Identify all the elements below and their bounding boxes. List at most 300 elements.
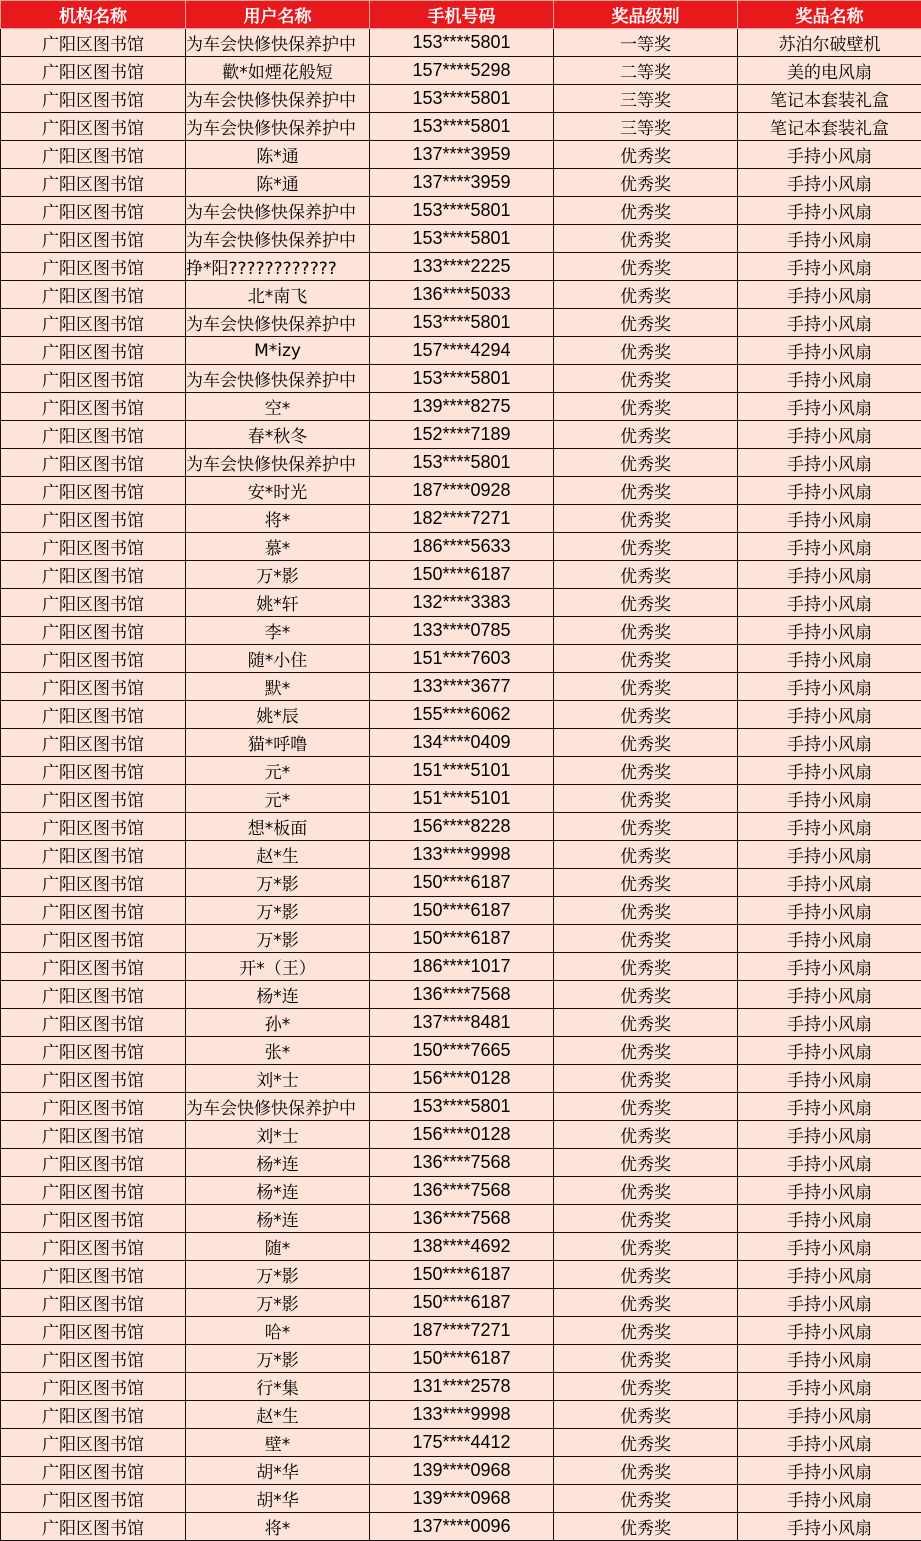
table-row	[1, 141, 921, 169]
prize-level-cell: 优秀奖	[554, 1205, 738, 1233]
user-cell: 刘*士	[186, 1121, 370, 1149]
prize-level-cell: 优秀奖	[554, 589, 738, 617]
phone-cell: 136****7568	[370, 1205, 554, 1233]
table-row	[1, 1261, 921, 1289]
table-row	[1, 85, 921, 113]
header-prize-level: 奖品级别	[554, 1, 738, 29]
prize-level-cell: 优秀奖	[554, 1261, 738, 1289]
phone-cell: 131****2578	[370, 1373, 554, 1401]
phone-cell: 153****5801	[370, 1093, 554, 1121]
phone-cell: 153****5801	[370, 365, 554, 393]
phone-cell: 136****7568	[370, 1177, 554, 1205]
prize-level-cell: 二等奖	[554, 57, 738, 85]
user-cell: 万*影	[186, 925, 370, 953]
prize-name-cell: 手持小风扇	[738, 169, 921, 197]
prize-name-cell: 手持小风扇	[738, 309, 921, 337]
table-row	[1, 1037, 921, 1065]
user-cell: M*izy	[186, 337, 370, 365]
prize-level-cell: 优秀奖	[554, 1345, 738, 1373]
prize-name-cell: 手持小风扇	[738, 505, 921, 533]
user-cell: 哈*	[186, 1317, 370, 1345]
phone-cell: 134****0409	[370, 729, 554, 757]
prize-level-cell: 优秀奖	[554, 421, 738, 449]
table-row	[1, 1401, 921, 1429]
prize-level-cell: 优秀奖	[554, 1009, 738, 1037]
prize-level-cell: 优秀奖	[554, 1429, 738, 1457]
prize-name-cell: 手持小风扇	[738, 1429, 921, 1457]
prize-level-cell: 优秀奖	[554, 533, 738, 561]
table-row	[1, 925, 921, 953]
user-cell: 为车会快修快保养护中	[186, 365, 370, 393]
org-cell: 广阳区图书馆	[1, 365, 186, 393]
user-cell: 张*	[186, 1037, 370, 1065]
table-row	[1, 813, 921, 841]
user-cell: 万*影	[186, 869, 370, 897]
user-cell: 安*时光	[186, 477, 370, 505]
phone-cell: 156****0128	[370, 1121, 554, 1149]
prize-name-cell: 手持小风扇	[738, 897, 921, 925]
org-cell: 广阳区图书馆	[1, 337, 186, 365]
table-row	[1, 505, 921, 533]
user-cell: 姚*辰	[186, 701, 370, 729]
org-cell: 广阳区图书馆	[1, 813, 186, 841]
user-cell: 北*南飞	[186, 281, 370, 309]
phone-cell: 153****5801	[370, 29, 554, 57]
header-org: 机构名称	[1, 1, 186, 29]
prize-name-cell: 手持小风扇	[738, 197, 921, 225]
prize-level-cell: 优秀奖	[554, 1457, 738, 1485]
prize-name-cell: 手持小风扇	[738, 1121, 921, 1149]
table-row	[1, 57, 921, 85]
org-cell: 广阳区图书馆	[1, 253, 186, 281]
table-row	[1, 1457, 921, 1485]
org-cell: 广阳区图书馆	[1, 57, 186, 85]
prize-level-cell: 优秀奖	[554, 1233, 738, 1261]
prize-name-cell: 手持小风扇	[738, 1093, 921, 1121]
phone-cell: 151****7603	[370, 645, 554, 673]
phone-cell: 156****8228	[370, 813, 554, 841]
org-cell: 广阳区图书馆	[1, 1513, 186, 1541]
phone-cell: 139****8275	[370, 393, 554, 421]
prize-name-cell: 手持小风扇	[738, 813, 921, 841]
org-cell: 广阳区图书馆	[1, 953, 186, 981]
prize-name-cell: 手持小风扇	[738, 1037, 921, 1065]
table-row	[1, 617, 921, 645]
phone-cell: 150****6187	[370, 1261, 554, 1289]
user-cell: 胡*华	[186, 1457, 370, 1485]
prize-name-cell: 手持小风扇	[738, 701, 921, 729]
table-row	[1, 393, 921, 421]
phone-cell: 136****7568	[370, 981, 554, 1009]
prize-level-cell: 优秀奖	[554, 925, 738, 953]
org-cell: 广阳区图书馆	[1, 113, 186, 141]
user-cell: 为车会快修快保养护中	[186, 29, 370, 57]
header-phone: 手机号码	[370, 1, 554, 29]
user-cell: 陈*通	[186, 169, 370, 197]
table-row	[1, 113, 921, 141]
user-cell: 万*影	[186, 1289, 370, 1317]
prize-name-cell: 手持小风扇	[738, 393, 921, 421]
prize-level-cell: 优秀奖	[554, 477, 738, 505]
user-cell: 为车会快修快保养护中	[186, 1093, 370, 1121]
org-cell: 广阳区图书馆	[1, 757, 186, 785]
phone-cell: 153****5801	[370, 113, 554, 141]
user-cell: 为车会快修快保养护中	[186, 113, 370, 141]
org-cell: 广阳区图书馆	[1, 1457, 186, 1485]
table-row	[1, 729, 921, 757]
prize-level-cell: 三等奖	[554, 113, 738, 141]
table-row	[1, 981, 921, 1009]
prize-name-cell: 手持小风扇	[738, 477, 921, 505]
phone-cell: 153****5801	[370, 225, 554, 253]
user-cell: 为车会快修快保养护中	[186, 85, 370, 113]
phone-cell: 139****0968	[370, 1485, 554, 1513]
user-cell: 将*	[186, 1513, 370, 1541]
prize-name-cell: 手持小风扇	[738, 225, 921, 253]
table-row	[1, 533, 921, 561]
prize-level-cell: 优秀奖	[554, 365, 738, 393]
phone-cell: 139****0968	[370, 1457, 554, 1485]
phone-cell: 186****1017	[370, 953, 554, 981]
phone-cell: 150****7665	[370, 1037, 554, 1065]
user-cell: 万*影	[186, 1345, 370, 1373]
user-cell: 空*	[186, 393, 370, 421]
org-cell: 广阳区图书馆	[1, 309, 186, 337]
prize-name-cell: 手持小风扇	[738, 1009, 921, 1037]
prize-level-cell: 优秀奖	[554, 141, 738, 169]
org-cell: 广阳区图书馆	[1, 281, 186, 309]
phone-cell: 133****3677	[370, 673, 554, 701]
org-cell: 广阳区图书馆	[1, 1317, 186, 1345]
table-row	[1, 869, 921, 897]
prize-name-cell: 手持小风扇	[738, 673, 921, 701]
prize-level-cell: 优秀奖	[554, 505, 738, 533]
org-cell: 广阳区图书馆	[1, 449, 186, 477]
prize-name-cell: 手持小风扇	[738, 729, 921, 757]
table-row	[1, 1093, 921, 1121]
prize-level-cell: 优秀奖	[554, 1289, 738, 1317]
org-cell: 广阳区图书馆	[1, 617, 186, 645]
phone-cell: 150****6187	[370, 1289, 554, 1317]
user-cell: 随*小住	[186, 645, 370, 673]
user-cell: 赵*生	[186, 1401, 370, 1429]
prize-name-cell: 苏泊尔破壁机	[738, 29, 921, 57]
prize-name-cell: 手持小风扇	[738, 1205, 921, 1233]
prize-name-cell: 手持小风扇	[738, 785, 921, 813]
prize-name-cell: 笔记本套装礼盒	[738, 113, 921, 141]
user-cell: 杨*连	[186, 1205, 370, 1233]
phone-cell: 155****6062	[370, 701, 554, 729]
prize-level-cell: 优秀奖	[554, 1037, 738, 1065]
org-cell: 广阳区图书馆	[1, 561, 186, 589]
prize-name-cell: 手持小风扇	[738, 953, 921, 981]
org-cell: 广阳区图书馆	[1, 981, 186, 1009]
org-cell: 广阳区图书馆	[1, 225, 186, 253]
org-cell: 广阳区图书馆	[1, 1373, 186, 1401]
table-row	[1, 1429, 921, 1457]
user-cell: 杨*连	[186, 1149, 370, 1177]
table-row	[1, 645, 921, 673]
prize-name-cell: 手持小风扇	[738, 1261, 921, 1289]
prize-level-cell: 优秀奖	[554, 561, 738, 589]
prize-name-cell: 手持小风扇	[738, 281, 921, 309]
prize-level-cell: 优秀奖	[554, 841, 738, 869]
table-row	[1, 1289, 921, 1317]
table-row	[1, 1177, 921, 1205]
prize-name-cell: 手持小风扇	[738, 645, 921, 673]
org-cell: 广阳区图书馆	[1, 1205, 186, 1233]
phone-cell: 187****0928	[370, 477, 554, 505]
prize-level-cell: 优秀奖	[554, 225, 738, 253]
prize-name-cell: 手持小风扇	[738, 421, 921, 449]
phone-cell: 133****2225	[370, 253, 554, 281]
user-cell: 挣*阳????????????	[186, 253, 370, 281]
prize-level-cell: 优秀奖	[554, 197, 738, 225]
prize-name-cell: 手持小风扇	[738, 1373, 921, 1401]
prize-level-cell: 一等奖	[554, 29, 738, 57]
org-cell: 广阳区图书馆	[1, 1093, 186, 1121]
prize-level-cell: 优秀奖	[554, 1065, 738, 1093]
phone-cell: 182****7271	[370, 505, 554, 533]
user-cell: 李*	[186, 617, 370, 645]
prize-level-cell: 优秀奖	[554, 1149, 738, 1177]
prize-level-cell: 优秀奖	[554, 869, 738, 897]
phone-cell: 187****7271	[370, 1317, 554, 1345]
prize-name-cell: 手持小风扇	[738, 1233, 921, 1261]
phone-cell: 136****5033	[370, 281, 554, 309]
user-cell: 刘*士	[186, 1065, 370, 1093]
table-row	[1, 757, 921, 785]
table-row	[1, 1205, 921, 1233]
prize-name-cell: 手持小风扇	[738, 1149, 921, 1177]
user-cell: 万*影	[186, 561, 370, 589]
table-row	[1, 197, 921, 225]
table-row	[1, 897, 921, 925]
prize-level-cell: 优秀奖	[554, 1401, 738, 1429]
org-cell: 广阳区图书馆	[1, 505, 186, 533]
phone-cell: 133****9998	[370, 841, 554, 869]
prize-name-cell: 手持小风扇	[738, 869, 921, 897]
phone-cell: 150****6187	[370, 925, 554, 953]
prize-name-cell: 手持小风扇	[738, 1401, 921, 1429]
org-cell: 广阳区图书馆	[1, 729, 186, 757]
user-cell: 歡*如煙花般短	[186, 57, 370, 85]
prize-name-cell: 笔记本套装礼盒	[738, 85, 921, 113]
org-cell: 广阳区图书馆	[1, 85, 186, 113]
prize-name-cell: 手持小风扇	[738, 757, 921, 785]
org-cell: 广阳区图书馆	[1, 841, 186, 869]
org-cell: 广阳区图书馆	[1, 897, 186, 925]
prize-level-cell: 三等奖	[554, 85, 738, 113]
user-cell: 猫*呼噜	[186, 729, 370, 757]
phone-cell: 152****7189	[370, 421, 554, 449]
prize-level-cell: 优秀奖	[554, 673, 738, 701]
prize-name-cell: 手持小风扇	[738, 365, 921, 393]
prize-name-cell: 手持小风扇	[738, 253, 921, 281]
table-row	[1, 701, 921, 729]
prize-level-cell: 优秀奖	[554, 281, 738, 309]
phone-cell: 175****4412	[370, 1429, 554, 1457]
org-cell: 广阳区图书馆	[1, 393, 186, 421]
phone-cell: 137****8481	[370, 1009, 554, 1037]
prize-name-cell: 手持小风扇	[738, 1345, 921, 1373]
org-cell: 广阳区图书馆	[1, 1177, 186, 1205]
org-cell: 广阳区图书馆	[1, 1401, 186, 1429]
table-row	[1, 1345, 921, 1373]
org-cell: 广阳区图书馆	[1, 1233, 186, 1261]
user-cell: 慕*	[186, 533, 370, 561]
table-row	[1, 1009, 921, 1037]
user-cell: 开*（王）	[186, 953, 370, 981]
prize-name-cell: 手持小风扇	[738, 1485, 921, 1513]
prize-name-cell: 手持小风扇	[738, 1457, 921, 1485]
table-row	[1, 1065, 921, 1093]
org-cell: 广阳区图书馆	[1, 1149, 186, 1177]
prize-name-cell: 手持小风扇	[738, 1177, 921, 1205]
org-cell: 广阳区图书馆	[1, 533, 186, 561]
user-cell: 万*影	[186, 1261, 370, 1289]
prize-level-cell: 优秀奖	[554, 981, 738, 1009]
user-cell: 胡*华	[186, 1485, 370, 1513]
prize-level-cell: 优秀奖	[554, 1177, 738, 1205]
user-cell: 行*集	[186, 1373, 370, 1401]
prize-level-cell: 优秀奖	[554, 701, 738, 729]
org-cell: 广阳区图书馆	[1, 1037, 186, 1065]
org-cell: 广阳区图书馆	[1, 925, 186, 953]
prize-name-cell: 手持小风扇	[738, 617, 921, 645]
table-row	[1, 29, 921, 57]
phone-cell: 136****7568	[370, 1149, 554, 1177]
prize-name-cell: 手持小风扇	[738, 449, 921, 477]
phone-cell: 137****0096	[370, 1513, 554, 1541]
prize-name-cell: 手持小风扇	[738, 1317, 921, 1345]
user-cell: 陈*通	[186, 141, 370, 169]
table-row	[1, 337, 921, 365]
phone-cell: 151****5101	[370, 785, 554, 813]
prize-level-cell: 优秀奖	[554, 897, 738, 925]
phone-cell: 151****5101	[370, 757, 554, 785]
phone-cell: 137****3959	[370, 141, 554, 169]
table-row	[1, 281, 921, 309]
org-cell: 广阳区图书馆	[1, 477, 186, 505]
org-cell: 广阳区图书馆	[1, 1065, 186, 1093]
prize-name-cell: 手持小风扇	[738, 981, 921, 1009]
user-cell: 杨*连	[186, 1177, 370, 1205]
prize-level-cell: 优秀奖	[554, 1317, 738, 1345]
phone-cell: 156****0128	[370, 1065, 554, 1093]
phone-cell: 137****3959	[370, 169, 554, 197]
prize-name-cell: 手持小风扇	[738, 533, 921, 561]
prize-level-cell: 优秀奖	[554, 757, 738, 785]
table-row	[1, 477, 921, 505]
phone-cell: 138****4692	[370, 1233, 554, 1261]
phone-cell: 133****0785	[370, 617, 554, 645]
user-cell: 万*影	[186, 897, 370, 925]
org-cell: 广阳区图书馆	[1, 1121, 186, 1149]
org-cell: 广阳区图书馆	[1, 1289, 186, 1317]
prize-level-cell: 优秀奖	[554, 1373, 738, 1401]
org-cell: 广阳区图书馆	[1, 1009, 186, 1037]
user-cell: 想*板面	[186, 813, 370, 841]
prize-level-cell: 优秀奖	[554, 393, 738, 421]
table-row	[1, 449, 921, 477]
org-cell: 广阳区图书馆	[1, 1345, 186, 1373]
table-row	[1, 253, 921, 281]
prize-level-cell: 优秀奖	[554, 729, 738, 757]
prize-level-cell: 优秀奖	[554, 1513, 738, 1541]
prize-level-cell: 优秀奖	[554, 1093, 738, 1121]
org-cell: 广阳区图书馆	[1, 645, 186, 673]
user-cell: 为车会快修快保养护中	[186, 225, 370, 253]
phone-cell: 153****5801	[370, 85, 554, 113]
user-cell: 姚*轩	[186, 589, 370, 617]
table-row	[1, 953, 921, 981]
prize-level-cell: 优秀奖	[554, 449, 738, 477]
user-cell: 为车会快修快保养护中	[186, 197, 370, 225]
prize-level-cell: 优秀奖	[554, 813, 738, 841]
prize-name-cell: 手持小风扇	[738, 141, 921, 169]
phone-cell: 186****5633	[370, 533, 554, 561]
table-row	[1, 785, 921, 813]
user-cell: 赵*生	[186, 841, 370, 869]
org-cell: 广阳区图书馆	[1, 589, 186, 617]
prize-name-cell: 手持小风扇	[738, 589, 921, 617]
org-cell: 广阳区图书馆	[1, 785, 186, 813]
org-cell: 广阳区图书馆	[1, 869, 186, 897]
prize-level-cell: 优秀奖	[554, 617, 738, 645]
table-row	[1, 1121, 921, 1149]
phone-cell: 153****5801	[370, 449, 554, 477]
prize-level-cell: 优秀奖	[554, 785, 738, 813]
org-cell: 广阳区图书馆	[1, 29, 186, 57]
table-row	[1, 561, 921, 589]
user-cell: 孙*	[186, 1009, 370, 1037]
user-cell: 将*	[186, 505, 370, 533]
org-cell: 广阳区图书馆	[1, 169, 186, 197]
table-row	[1, 365, 921, 393]
table-row	[1, 421, 921, 449]
prize-name-cell: 美的电风扇	[738, 57, 921, 85]
org-cell: 广阳区图书馆	[1, 701, 186, 729]
table-row	[1, 1149, 921, 1177]
prize-level-cell: 优秀奖	[554, 1485, 738, 1513]
prize-level-cell: 优秀奖	[554, 953, 738, 981]
table-row	[1, 169, 921, 197]
prize-name-cell: 手持小风扇	[738, 841, 921, 869]
prize-level-cell: 优秀奖	[554, 253, 738, 281]
prize-level-cell: 优秀奖	[554, 309, 738, 337]
org-cell: 广阳区图书馆	[1, 141, 186, 169]
prize-level-cell: 优秀奖	[554, 337, 738, 365]
user-cell: 春*秋冬	[186, 421, 370, 449]
org-cell: 广阳区图书馆	[1, 673, 186, 701]
header-prize-name: 奖品名称	[738, 1, 921, 29]
phone-cell: 133****9998	[370, 1401, 554, 1429]
table-row	[1, 309, 921, 337]
table-row	[1, 841, 921, 869]
header-user: 用户名称	[186, 1, 370, 29]
prize-level-cell: 优秀奖	[554, 1121, 738, 1149]
phone-cell: 153****5801	[370, 309, 554, 337]
prize-name-cell: 手持小风扇	[738, 561, 921, 589]
org-cell: 广阳区图书馆	[1, 1261, 186, 1289]
table-body	[1, 29, 921, 1541]
phone-cell: 157****5298	[370, 57, 554, 85]
table-row	[1, 1373, 921, 1401]
org-cell: 广阳区图书馆	[1, 1429, 186, 1457]
table-row	[1, 1233, 921, 1261]
user-cell: 默*	[186, 673, 370, 701]
